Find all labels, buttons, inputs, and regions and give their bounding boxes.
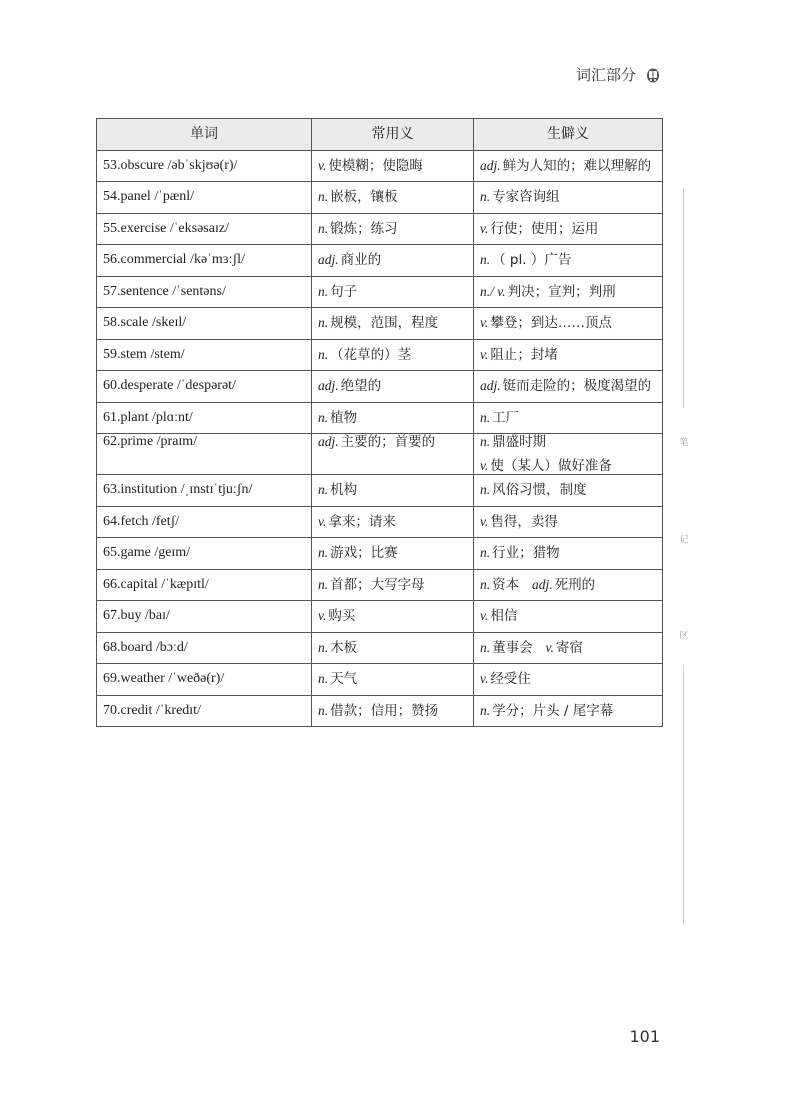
column-header-common-meaning: 常用义 (312, 119, 474, 151)
table-row (97, 213, 663, 245)
common-meaning-cell (312, 664, 474, 696)
page-header (576, 64, 660, 85)
word-cell: 59.stem /stem/ (97, 339, 312, 371)
table-body (97, 150, 663, 727)
rare-meaning-cell (474, 276, 663, 308)
rare-meaning-cell (474, 402, 663, 434)
common-meaning-cell (312, 150, 474, 182)
table-row (97, 601, 663, 633)
part-of-speech: v. (318, 157, 327, 173)
part-of-speech: adj. (480, 157, 501, 173)
part-of-speech: n. (480, 252, 491, 268)
common-meaning-cell (312, 569, 474, 601)
part-of-speech: v. (480, 608, 489, 624)
meaning-text: 使模糊；使隐晦 (328, 157, 423, 174)
part-of-speech: n. (480, 409, 491, 425)
meaning-text: 使（某人）做好准备 (490, 458, 612, 474)
table-row (97, 150, 663, 182)
part-of-speech: n./ v. (480, 283, 506, 299)
book-cartoon-icon (646, 67, 660, 83)
notes-label-2: 记 (679, 535, 689, 545)
common-meaning-cell (312, 402, 474, 434)
part-of-speech: n. (480, 189, 491, 205)
word-cell: 65.game /geɪm/ (97, 538, 312, 570)
column-header-word: 单词 (97, 119, 312, 151)
meaning-text: 行业；猎物 (492, 545, 560, 562)
part-of-speech: n. (318, 346, 329, 362)
table-row (97, 695, 663, 727)
rare-meaning-cell (474, 664, 663, 696)
table-row (97, 632, 663, 664)
meaning-text: 主要的；首要的 (340, 434, 436, 450)
notes-divider-upper (683, 188, 684, 408)
meaning-text: 阻止；封堵 (490, 346, 558, 363)
meaning-text: 借款；信用；赞扬 (330, 702, 439, 719)
part-of-speech: n. (318, 576, 329, 592)
common-meaning-cell (312, 434, 474, 475)
rare-meaning-cell (474, 371, 663, 403)
word-cell: 66.capital /ˈkæpɪtl/ (97, 569, 312, 601)
meaning-text: 专家咨询组 (492, 189, 560, 206)
part-of-speech: v. (545, 639, 554, 655)
meaning-text: 死刑的 (554, 576, 596, 593)
meaning-text: 机构 (330, 482, 358, 499)
word-cell: 57.sentence /ˈsentəns/ (97, 276, 312, 308)
table-row (97, 276, 663, 308)
word-cell: 54.panel /ˈpænl/ (97, 182, 312, 214)
part-of-speech: n. (318, 671, 329, 687)
meaning-text: 游戏；比赛 (330, 545, 398, 562)
word-cell: 70.credit /ˈkredɪt/ (97, 695, 312, 727)
meaning-text: 商业的 (340, 252, 382, 269)
word-cell: 67.buy /baɪ/ (97, 601, 312, 633)
vocabulary-table (96, 118, 663, 727)
part-of-speech: n. (480, 639, 491, 655)
common-meaning-cell (312, 308, 474, 340)
column-header-rare-meaning: 生僻义 (474, 119, 663, 151)
word-cell: 64.fetch /fetʃ/ (97, 506, 312, 538)
common-meaning-cell (312, 371, 474, 403)
rare-meaning-cell (474, 569, 663, 601)
rare-meaning-cell (474, 632, 663, 664)
part-of-speech: v. (480, 346, 489, 362)
meaning-text: 相信 (490, 608, 518, 625)
rare-meaning-cell (474, 475, 663, 507)
meaning-text: 鼎盛时期 (492, 434, 547, 450)
meaning-text: 首都；大写字母 (330, 576, 425, 593)
meaning-text: 寄宿 (555, 639, 583, 656)
table-row (97, 569, 663, 601)
table-row (97, 371, 663, 403)
common-meaning-cell (312, 506, 474, 538)
rare-meaning-cell (474, 308, 663, 340)
table-header-row (97, 119, 663, 151)
meaning-text: 天气 (330, 671, 358, 688)
word-cell: 60.desperate /ˈdespərət/ (97, 371, 312, 403)
meaning-text: 嵌板，镶板 (330, 189, 398, 206)
page-number: 101 (629, 1027, 660, 1046)
part-of-speech: adj. (318, 434, 339, 449)
part-of-speech: n. (318, 482, 329, 498)
common-meaning-cell (312, 538, 474, 570)
table-row (97, 245, 663, 277)
word-cell: 56.commercial /kəˈmɜːʃl/ (97, 245, 312, 277)
common-meaning-cell (312, 182, 474, 214)
meaning-text: 铤而走险的；极度渴望的 (502, 378, 652, 395)
word-cell: 62.prime /praɪm/ (97, 434, 312, 475)
meaning-text: 规模，范围，程度 (330, 315, 439, 332)
part-of-speech: v. (318, 608, 327, 624)
meaning-text: 资本 (492, 576, 520, 593)
part-of-speech: v. (480, 513, 489, 529)
part-of-speech: n. (318, 220, 329, 236)
meaning-text: 行使；使用；运用 (490, 220, 599, 237)
meaning-text: 句子 (330, 283, 358, 300)
part-of-speech: v. (480, 220, 489, 236)
common-meaning-cell (312, 276, 474, 308)
meaning-text: （花草的）茎 (330, 346, 412, 363)
table-row (97, 402, 663, 434)
meaning-text: 攀登；到达……顶点 (490, 315, 612, 332)
part-of-speech: adj. (532, 576, 553, 592)
notes-label-3: 区 (679, 631, 689, 641)
word-cell: 53.obscure /əbˈskjʊə(r)/ (97, 150, 312, 182)
meaning-text: 风俗习惯，制度 (492, 482, 587, 499)
section-title: 词汇部分 (575, 66, 636, 84)
meaning-text: 绝望的 (340, 378, 382, 395)
common-meaning-cell (312, 213, 474, 245)
table-row (97, 434, 663, 475)
part-of-speech: v. (480, 671, 489, 687)
part-of-speech: n. (318, 702, 329, 718)
table-row (97, 475, 663, 507)
rare-meaning-cell (474, 506, 663, 538)
meaning-text: 经受住 (490, 671, 531, 688)
meaning-text: 售得，卖得 (490, 513, 558, 530)
part-of-speech: n. (318, 315, 329, 331)
part-of-speech: adj. (318, 378, 339, 394)
common-meaning-cell (312, 339, 474, 371)
table-row (97, 182, 663, 214)
notes-divider-lower (683, 665, 684, 925)
table-row (97, 339, 663, 371)
meaning-text: 购买 (328, 608, 356, 625)
common-meaning-cell (312, 601, 474, 633)
table-row (97, 664, 663, 696)
word-cell: 63.institution /ˌɪnstɪˈtjuːʃn/ (97, 475, 312, 507)
rare-meaning-cell (474, 339, 663, 371)
part-of-speech: n. (318, 283, 329, 299)
part-of-speech: n. (318, 639, 329, 655)
table-row (97, 308, 663, 340)
meaning-text: 鲜为人知的；难以理解的 (502, 157, 652, 174)
common-meaning-cell (312, 245, 474, 277)
rare-meaning-cell (474, 182, 663, 214)
rare-meaning-cell (474, 601, 663, 633)
notes-label-1: 笔 (679, 438, 689, 448)
part-of-speech: n. (318, 409, 329, 425)
meaning-text: 判决；宣判；判刑 (507, 283, 616, 300)
common-meaning-cell (312, 695, 474, 727)
meaning-text: （ pl. ）广告 (492, 252, 572, 269)
part-of-speech: adj. (480, 378, 501, 394)
word-cell: 68.board /bɔːd/ (97, 632, 312, 664)
part-of-speech: adj. (318, 252, 339, 268)
part-of-speech: n. (480, 702, 491, 718)
part-of-speech: n. (480, 482, 491, 498)
part-of-speech: n. (480, 576, 491, 592)
meaning-text: 学分；片头 / 尾字幕 (492, 702, 614, 719)
part-of-speech: n. (318, 545, 329, 561)
rare-meaning-cell (474, 150, 663, 182)
word-cell: 58.scale /skeɪl/ (97, 308, 312, 340)
meaning-text: 锻炼；练习 (330, 220, 398, 237)
meaning-text: 工厂 (492, 409, 520, 426)
common-meaning-cell (312, 475, 474, 507)
part-of-speech: n. (480, 434, 491, 449)
part-of-speech: v. (480, 458, 489, 473)
meaning-text: 木板 (330, 639, 358, 656)
part-of-speech: v. (318, 513, 327, 529)
rare-meaning-cell (474, 695, 663, 727)
word-cell: 61.plant /plɑːnt/ (97, 402, 312, 434)
rare-meaning-cell (474, 538, 663, 570)
meaning-text: 董事会 (492, 639, 533, 656)
table-row (97, 538, 663, 570)
part-of-speech: n. (318, 189, 329, 205)
part-of-speech: v. (480, 315, 489, 331)
part-of-speech: n. (480, 545, 491, 561)
meaning-text: 拿来；请来 (328, 513, 396, 530)
table-row (97, 506, 663, 538)
rare-meaning-cell (474, 213, 663, 245)
meaning-text: 植物 (330, 409, 358, 426)
rare-meaning-cell (474, 434, 663, 475)
rare-meaning-cell (474, 245, 663, 277)
word-cell: 69.weather /ˈweðə(r)/ (97, 664, 312, 696)
common-meaning-cell (312, 632, 474, 664)
word-cell: 55.exercise /ˈeksəsaɪz/ (97, 213, 312, 245)
